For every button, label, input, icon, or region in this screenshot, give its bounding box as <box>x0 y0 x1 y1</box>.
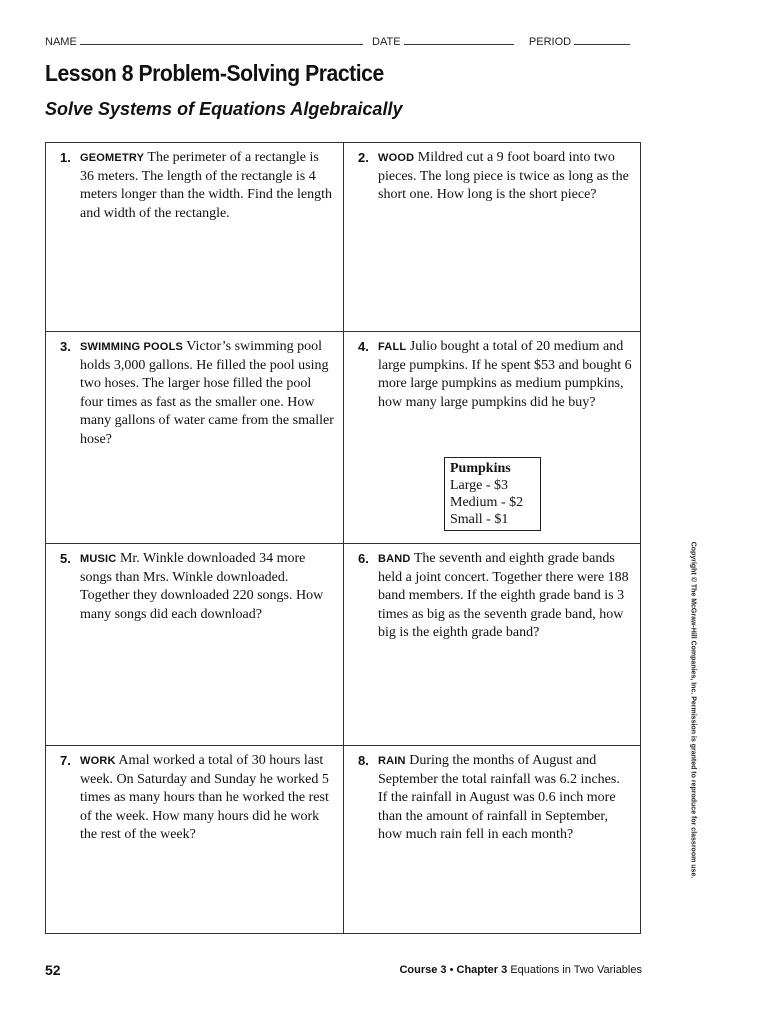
footer-bullet: • <box>449 964 454 976</box>
problem-6 <box>344 543 640 745</box>
problem-text: Mr. Winkle downloaded 34 more songs than Mrs. Winkle downloaded. Together they downloaded 220 songs. How many songs did each download? <box>80 551 324 622</box>
problem-3 <box>46 331 344 543</box>
footer-course: Course 3 <box>399 964 447 976</box>
problem-4 <box>344 331 640 543</box>
problem-text: The perimeter of a rectangle is 36 meters. The length of the rectangle is 4 meters longer than the width. Find the length and width of the rectangle. <box>80 150 332 221</box>
problem-topic: SWIMMING POOLS <box>80 341 184 353</box>
header-row <box>45 34 645 48</box>
footer-course-info <box>399 964 642 976</box>
problem-topic: RAIN <box>378 755 406 767</box>
problem-text: The seventh and eighth grade bands held a joint concert. Together there were 188 band members. If the eighth grade band is 3 times as big as the seventh grade band, how big is the eighth grade band? <box>378 551 629 640</box>
problem-topic: WORK <box>80 755 116 767</box>
problem-number: 2. <box>358 150 369 165</box>
problem-text: Victor’s swimming pool holds 3,000 gallons. He filled the pool using two hoses. The larger hose filled the pool four times as fast as the smaller one. How many gallons of water came from the smaller hose? <box>80 339 334 447</box>
name-label: NAME <box>45 36 77 48</box>
problem-number: 1. <box>60 150 71 165</box>
problem-topic: BAND <box>378 553 411 565</box>
name-line <box>80 34 363 45</box>
pumpkins-row-large: Large - $3 <box>450 478 509 493</box>
problem-number: 4. <box>358 339 369 354</box>
problem-5 <box>46 543 344 745</box>
problem-number: 7. <box>60 753 71 768</box>
problem-text: Mildred cut a 9 foot board into two pieces. The long piece is twice as long as the short one. How long is the short piece? <box>378 150 629 202</box>
pumpkins-row-medium: Medium - $2 <box>450 495 524 510</box>
period-label: PERIOD <box>528 36 572 48</box>
problem-8 <box>344 745 640 933</box>
footer-chapter-title: Equations in Two Variables <box>510 964 642 976</box>
date-label: DATE <box>372 36 401 48</box>
lesson-title: Lesson 8 Problem-Solving Practice <box>45 60 384 86</box>
date-line <box>404 34 514 45</box>
problem-number: 5. <box>60 551 71 566</box>
footer-chapter: Chapter 3 <box>456 964 508 976</box>
problem-number: 3. <box>60 339 71 354</box>
problem-text: Amal worked a total of 30 hours last week. On Saturday and Sunday he worked 5 times as many hours than he worked the rest of the week. How many hours did he work the rest of the week? <box>80 753 329 842</box>
pumpkins-row-small: Small - $1 <box>450 512 509 527</box>
problem-topic: WOOD <box>378 152 415 164</box>
problem-topic: MUSIC <box>80 553 117 565</box>
page-number: 52 <box>45 962 61 978</box>
problem-number: 6. <box>358 551 369 566</box>
pumpkins-table-title: Pumpkins <box>450 461 511 476</box>
period-line <box>574 34 630 45</box>
problem-1 <box>46 143 344 331</box>
problem-7 <box>46 745 344 933</box>
problem-grid <box>45 142 641 934</box>
problem-number: 8. <box>358 753 369 768</box>
copyright-notice: Copyright © The McGraw-Hill Companies, Inc. Permission is granted to reproduce for classroom use. <box>689 541 697 879</box>
problem-text: Julio bought a total of 20 medium and large pumpkins. If he spent $53 and bought 6 more large pumpkins as medium pumpkins, how many large pumpkins did he buy? <box>378 339 632 410</box>
problem-2 <box>344 143 640 331</box>
problem-topic: GEOMETRY <box>80 152 145 164</box>
problem-topic: FALL <box>378 341 407 353</box>
lesson-subtitle: Solve Systems of Equations Algebraically <box>45 99 403 119</box>
problem-text: During the months of August and September the total rainfall was 6.2 inches. If the rainfall in August was 0.6 inch more than the amount of rainfall in September, how much rain fell in each month? <box>378 753 620 842</box>
pumpkins-price-table <box>444 457 541 531</box>
